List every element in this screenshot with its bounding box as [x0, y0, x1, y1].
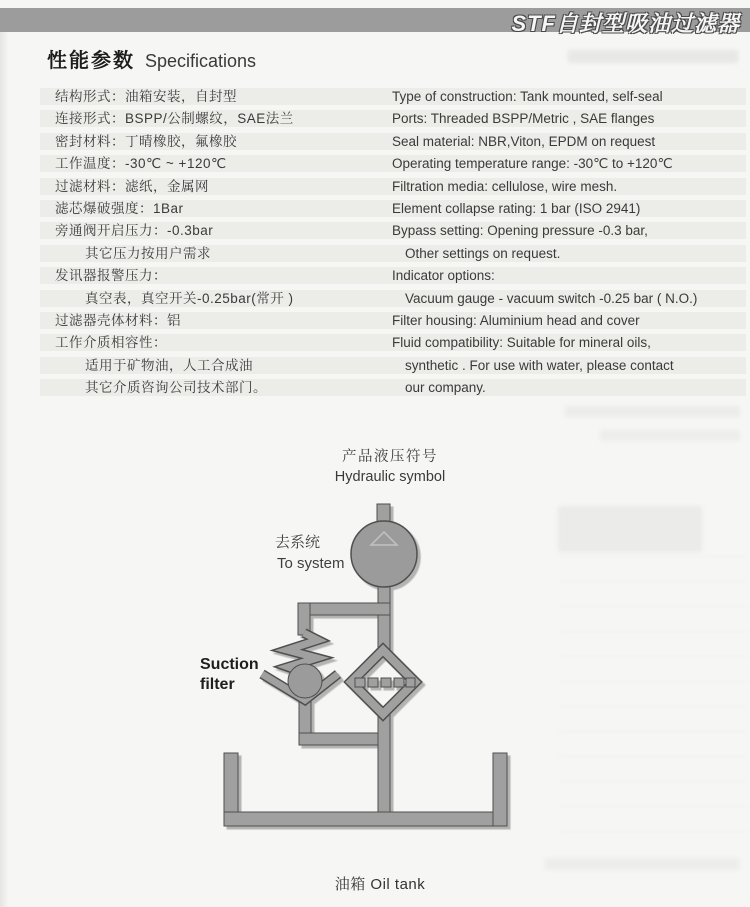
- spec-cell-en: Bypass setting: Opening pressure -0.3 bar,: [392, 223, 648, 239]
- spec-cell-cn: 滤芯爆破强度：1Bar: [55, 200, 184, 216]
- pipe-top-stub: [377, 504, 390, 526]
- spec-cell-cn: 结构形式：油箱安装，自封型: [55, 89, 237, 104]
- spec-row: [40, 357, 746, 374]
- spec-row: [40, 245, 746, 262]
- spec-cell-cn: 旁通阀开启压力：-0.3bar: [55, 223, 214, 239]
- spec-cell-en: Operating temperature range: -30℃ to +120℃: [392, 156, 673, 172]
- filter-dash: [355, 678, 365, 687]
- to-system-label-en: To system: [277, 555, 345, 572]
- page-header-bar: [0, 8, 750, 36]
- symbol-caption: [290, 447, 490, 487]
- spec-cell-en: Ports: Threaded BSPP/Metric , SAE flanges: [392, 111, 655, 127]
- pump-circle: [351, 521, 417, 587]
- spec-cell-cn: 密封材料：丁晴橡胶，氟橡胶: [55, 133, 237, 149]
- suction-filter-label: Suction filter: [200, 656, 259, 693]
- filter-diamond: [351, 650, 415, 714]
- spec-cell-en: Filter housing: Aluminium head and cover: [392, 312, 640, 328]
- filter-dash: [406, 678, 415, 687]
- page-showthrough: [565, 406, 740, 417]
- spec-table: [40, 88, 746, 401]
- spec-cell-en: Filtration media: cellulose, wire mesh.: [392, 178, 618, 194]
- section-title-en: Specifications: [145, 51, 257, 71]
- page-showthrough: [558, 506, 702, 552]
- page-showthrough: [600, 430, 740, 441]
- section-title-cn: 性能参数: [47, 50, 135, 72]
- page-showthrough: [568, 50, 738, 63]
- filter-diamond-outline: [351, 650, 415, 714]
- symbol-caption-cn: 产品液压符号: [342, 449, 438, 465]
- spec-cell-en: Vacuum gauge - vacuum switch -0.25 bar ( N.O.): [405, 290, 698, 306]
- spec-cell-en: Other settings on request.: [405, 245, 561, 261]
- spec-row: [40, 88, 746, 105]
- filter-dash: [368, 678, 378, 687]
- spec-cell-en: synthetic . For use with water, please contact: [405, 357, 674, 373]
- spec-row: [40, 290, 746, 307]
- pipe-left-upper: [298, 603, 310, 635]
- spec-cell-en: our company.: [405, 380, 486, 396]
- spec-cell-cn: 适用于矿物油，人工合成油: [85, 357, 253, 373]
- spec-cell-cn: 工作介质相容性：: [55, 335, 167, 351]
- pipe-main-lower: [378, 710, 390, 815]
- spring-symbol-fill: [287, 633, 318, 673]
- page-showthrough: [558, 556, 748, 856]
- spec-row: [40, 312, 746, 329]
- tank-right-wall: [493, 753, 507, 826]
- page-title: STF自封型吸油过滤器: [511, 11, 740, 36]
- spec-row: [40, 379, 746, 396]
- check-valve-seat-fill: [262, 674, 338, 700]
- spec-row: [40, 178, 746, 195]
- filter-dash: [394, 678, 404, 687]
- spec-row: [40, 155, 746, 172]
- check-valve-seat: [262, 674, 338, 700]
- spec-cell-en: Type of construction: Tank mounted, self-seal: [392, 89, 663, 104]
- page-edge-shading: [0, 31, 9, 907]
- spring-symbol: [287, 633, 318, 673]
- spec-cell-en: Indicator options:: [392, 268, 495, 284]
- spec-cell-cn: 过滤材料：滤纸，金属网: [55, 178, 209, 194]
- spec-row: [40, 222, 746, 239]
- spec-cell-en: Seal material: NBR,Viton, EPDM on request: [392, 133, 656, 149]
- spec-cell-cn: 工作温度：-30℃ ~ +120℃: [55, 156, 227, 172]
- pump-triangle: [371, 532, 397, 545]
- filter-dash: [381, 678, 391, 687]
- tank-left-wall: [224, 753, 238, 826]
- spec-row: [40, 200, 746, 217]
- spec-row: [40, 133, 746, 150]
- spec-cell-cn: 真空表，真空开关-0.25bar(常开 ): [85, 290, 294, 306]
- spec-row: [40, 334, 746, 351]
- spec-cell-cn: 发讯器报警压力：: [55, 268, 167, 284]
- oil-tank-label: 油箱 Oil tank: [334, 876, 426, 893]
- spec-cell-en: Element collapse rating: 1 bar (ISO 2941): [392, 200, 641, 216]
- spec-cell-cn: 其它压力按用户需求: [85, 245, 211, 261]
- pipe-left-lower: [299, 698, 311, 740]
- pipe-main-upper: [378, 585, 390, 653]
- symbol-caption-en: Hydraulic symbol: [334, 469, 446, 485]
- spec-cell-en: Fluid compatibility: Suitable for mineral oils,: [392, 335, 651, 351]
- check-valve-ball: [288, 664, 322, 698]
- pipe-branch-top: [300, 603, 390, 615]
- spec-row: [40, 267, 746, 284]
- section-heading: [47, 44, 256, 73]
- to-system-label-cn: 去系统: [275, 534, 321, 551]
- spec-cell-cn: 连接形式：BSPP/公制螺纹，SAE法兰: [55, 111, 294, 127]
- spec-row: [40, 110, 746, 127]
- spec-cell-cn: 其它介质咨询公司技术部门。: [85, 380, 267, 396]
- pipe-branch-bottom: [299, 733, 390, 745]
- tank-bottom: [224, 812, 507, 826]
- spec-cell-cn: 过滤器壳体材料：铝: [55, 312, 181, 328]
- page-showthrough: [545, 858, 740, 870]
